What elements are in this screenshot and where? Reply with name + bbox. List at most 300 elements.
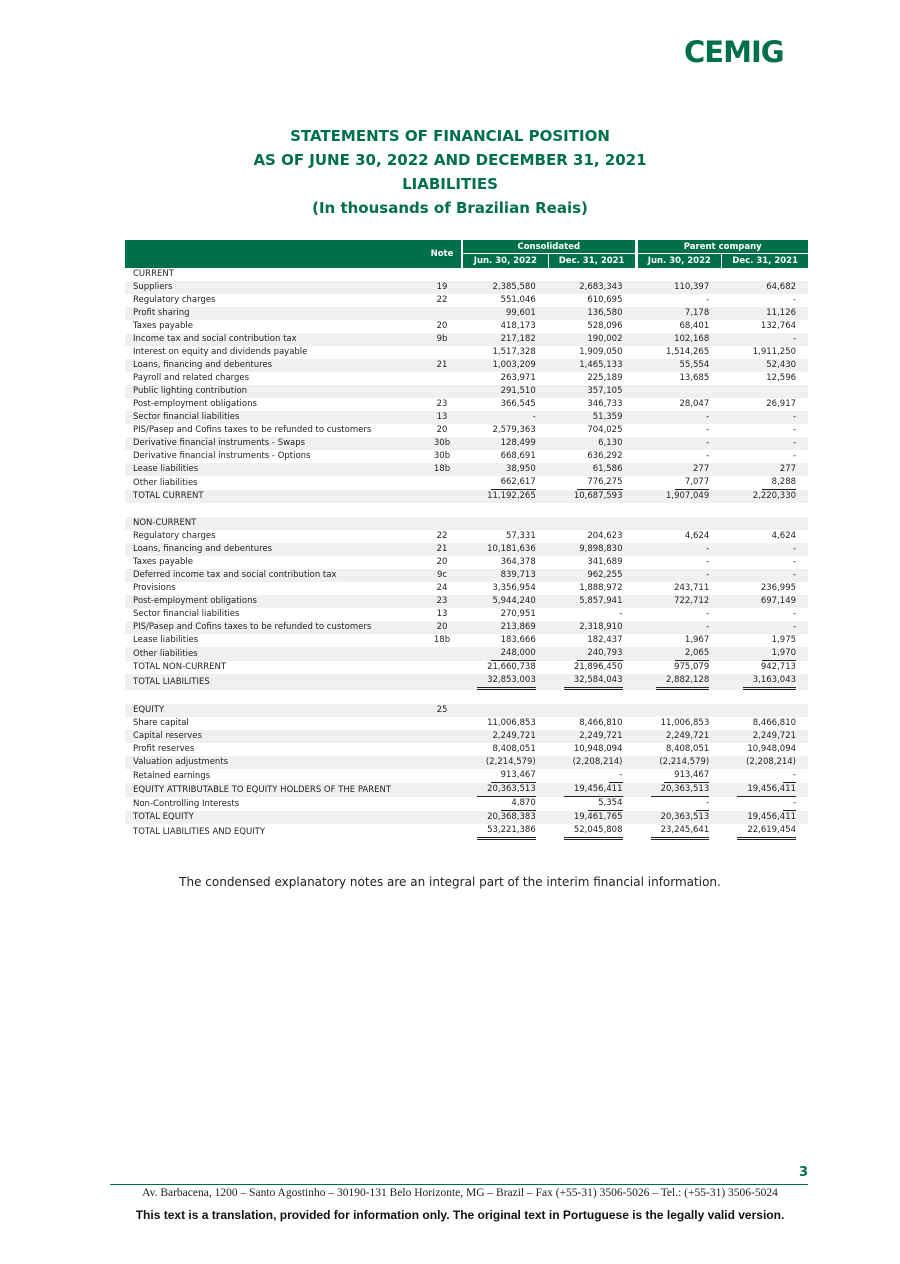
row-value [548, 490, 635, 503]
row-note [423, 690, 461, 704]
value-text: 11,126 [766, 308, 797, 318]
row-value [548, 307, 635, 320]
row-label: Loans, financing and debentures [125, 359, 423, 372]
value-text: 722,712 [674, 596, 710, 606]
row-value [635, 346, 722, 359]
row-value [635, 756, 722, 769]
value-text: 364,378 [500, 557, 536, 567]
value-text: 668,691 [500, 451, 536, 461]
value-text: 263,971 [500, 373, 536, 383]
row-value [635, 530, 722, 543]
row-value [721, 530, 808, 543]
value-text: (2,208,214) [746, 757, 797, 767]
value-text: 610,695 [587, 295, 623, 305]
value-text: (2,208,214) [572, 757, 623, 767]
row-value [461, 608, 548, 621]
row-value [548, 756, 635, 769]
row-label: PIS/Pasep and Cofins taxes to be refunded to customers [133, 425, 372, 435]
row-value [548, 372, 635, 385]
table-row [125, 824, 808, 840]
row-value [721, 437, 808, 450]
row-value [721, 569, 808, 582]
explanatory-note: The condensed explanatory notes are an integral part of the interim financial information. [179, 875, 721, 889]
row-note: 20 [436, 321, 448, 331]
period-header: Dec. 31, 2021 [721, 254, 808, 268]
value-text: 277 [779, 464, 797, 474]
row-label: Lease liabilities [133, 635, 199, 645]
row-value [548, 503, 635, 517]
table-row [125, 359, 808, 372]
row-value [635, 595, 722, 608]
value-text: (2,214,579) [485, 757, 536, 767]
row-value [461, 730, 548, 743]
row-value [635, 674, 722, 690]
row-value [461, 661, 548, 674]
row-note: 13 [436, 609, 448, 619]
value-text: - [783, 797, 796, 811]
table-header [125, 240, 808, 268]
value-text: 2,318,910 [579, 622, 623, 632]
row-value [635, 450, 722, 463]
row-note: 20 [436, 425, 448, 435]
row-note [423, 674, 461, 690]
row-value [461, 674, 548, 690]
footer-divider [110, 1184, 808, 1185]
row-note [423, 661, 461, 674]
row-value [461, 268, 548, 281]
value-text: 22,619,454 [737, 824, 796, 840]
row-value [721, 398, 808, 411]
value-text: 55,554 [679, 360, 710, 370]
row-label: Sector financial liabilities [133, 609, 240, 619]
row-note: 30b [423, 437, 461, 450]
value-text: 19,461,765 [573, 812, 623, 822]
value-text: 128,499 [500, 438, 536, 448]
row-value [548, 359, 635, 372]
value-text: 2,249,721 [579, 731, 623, 741]
row-label: Loans, financing and debentures [125, 543, 423, 556]
value-text: 53,221,386 [477, 824, 536, 840]
row-value [721, 674, 808, 690]
value-text: - [706, 451, 710, 461]
value-text: 4,624 [771, 531, 797, 541]
value-text: 11,006,853 [660, 718, 710, 728]
row-value [461, 530, 548, 543]
table-row [125, 398, 808, 411]
value-text: 291,510 [500, 386, 536, 396]
value-text: 32,584,043 [564, 674, 623, 690]
row-value [461, 517, 548, 530]
row-label: Profit sharing [125, 307, 423, 320]
value-text: 1,970 [762, 647, 796, 661]
value-text: - [696, 797, 709, 811]
row-value [635, 424, 722, 437]
row-note [423, 307, 461, 320]
row-value [548, 582, 635, 595]
row-note [423, 783, 461, 797]
value-text: 839,713 [500, 570, 536, 580]
row-note: 21 [423, 543, 461, 556]
row-note: 9c [423, 569, 461, 582]
value-text: - [792, 412, 797, 422]
value-text: - [783, 769, 796, 783]
row-label [125, 503, 423, 517]
row-note: 23 [423, 595, 461, 608]
value-text: 1,465,133 [579, 360, 623, 370]
row-value [461, 333, 548, 346]
value-text: 102,168 [674, 334, 710, 344]
value-text: (2,214,579) [659, 757, 710, 767]
value-text: 346,733 [587, 399, 623, 409]
row-value [548, 424, 635, 437]
row-label: NON-CURRENT [125, 517, 423, 530]
row-label: Post-employment obligations [133, 399, 257, 409]
table-row [125, 503, 808, 517]
row-value [635, 582, 722, 595]
row-value [461, 811, 548, 824]
row-value [548, 569, 635, 582]
value-text: 357,105 [587, 386, 623, 396]
table-row [125, 543, 808, 556]
value-text: 10,181,636 [487, 544, 536, 554]
table-row [125, 517, 808, 530]
row-label: TOTAL EQUITY [125, 811, 423, 824]
row-value [721, 450, 808, 463]
value-text: 57,331 [506, 531, 536, 541]
row-label: Regulatory charges [133, 295, 216, 305]
row-label: TOTAL LIABILITIES AND EQUITY [133, 826, 266, 837]
table-row [125, 476, 808, 490]
row-label: Non-Controlling Interests [133, 798, 240, 809]
value-text: - [792, 425, 797, 435]
row-label: Derivative financial instruments - Options [133, 451, 311, 461]
row-value [635, 476, 722, 490]
value-text: 2,249,721 [752, 731, 797, 741]
row-value [721, 411, 808, 424]
value-text: 776,275 [577, 476, 622, 490]
table-row [125, 783, 808, 797]
value-text: 3,163,043 [743, 674, 796, 690]
row-value [461, 717, 548, 730]
value-text: 136,580 [587, 308, 623, 318]
row-value [461, 450, 548, 463]
row-note: 23 [436, 399, 448, 409]
row-value [461, 824, 548, 840]
value-text: 204,623 [587, 531, 623, 541]
table-row [125, 294, 808, 307]
statement-titles [0, 124, 900, 220]
row-value [721, 582, 808, 595]
value-text: 8,288 [762, 476, 796, 490]
row-value [635, 811, 722, 824]
row-value [548, 333, 635, 346]
value-text: 8,408,051 [492, 744, 536, 754]
row-value [721, 490, 808, 503]
value-text: 68,401 [679, 321, 710, 331]
value-text: 1,517,328 [492, 347, 536, 357]
row-value [721, 769, 808, 783]
value-text: 236,995 [760, 583, 797, 593]
value-text: 19,456,411 [737, 783, 796, 797]
table-row [125, 704, 808, 717]
row-value [635, 569, 722, 582]
value-text: 1,975 [771, 635, 797, 645]
row-note [423, 503, 461, 517]
table-row [125, 268, 808, 281]
value-text: 19,456,411 [747, 812, 797, 822]
row-value [721, 647, 808, 661]
row-note: 18b [423, 463, 461, 476]
value-text: 1,514,265 [665, 347, 710, 357]
value-text: 662,617 [491, 476, 536, 490]
row-value [635, 437, 722, 450]
row-value [461, 411, 548, 424]
value-text: - [706, 609, 710, 619]
row-value [548, 824, 635, 840]
row-label: Deferred income tax and social contribution tax [125, 569, 423, 582]
table-row [125, 811, 808, 824]
table-row [125, 595, 808, 608]
row-value [461, 797, 548, 811]
table-row [125, 307, 808, 320]
table-row [125, 530, 808, 543]
value-text: 9,898,830 [579, 544, 623, 554]
row-value [721, 359, 808, 372]
row-value [721, 608, 808, 621]
row-value [721, 281, 808, 294]
row-value [635, 398, 722, 411]
row-value [721, 424, 808, 437]
title-line-3: LIABILITIES [402, 175, 498, 193]
row-label: Profit reserves [133, 744, 195, 754]
row-value [721, 717, 808, 730]
row-value [721, 704, 808, 717]
table-row [125, 797, 808, 811]
row-value [548, 398, 635, 411]
parent-company-group-header: Parent company [635, 240, 809, 254]
value-text: - [619, 609, 623, 619]
value-text: 183,666 [500, 635, 536, 645]
table-row [125, 756, 808, 769]
row-value [461, 690, 548, 704]
value-text: 2,882,128 [656, 674, 709, 690]
table-row [125, 569, 808, 582]
table-body [125, 268, 808, 840]
row-label: Lease liabilities [125, 463, 423, 476]
value-text: 12,596 [766, 373, 797, 383]
table-row [125, 717, 808, 730]
value-text: 10,687,593 [573, 491, 623, 501]
title-line-1: STATEMENTS OF FINANCIAL POSITION [290, 127, 610, 145]
row-note: 21 [423, 359, 461, 372]
row-value [721, 372, 808, 385]
value-text: - [706, 438, 710, 448]
value-text: 551,046 [500, 295, 536, 305]
value-text: 1,911,250 [752, 347, 797, 357]
row-value [461, 281, 548, 294]
row-value [721, 307, 808, 320]
row-value [721, 476, 808, 490]
row-value [548, 543, 635, 556]
page-number: 3 [798, 1165, 808, 1180]
table-row [125, 608, 808, 621]
table-row [125, 385, 808, 398]
value-text: 240,793 [577, 647, 622, 661]
row-label: Post-employment obligations [125, 595, 423, 608]
row-label: EQUITY [125, 704, 423, 717]
value-text: 38,950 [506, 464, 536, 474]
row-value [721, 320, 808, 333]
row-value [635, 730, 722, 743]
value-text: 110,397 [674, 282, 710, 292]
row-value [548, 769, 635, 783]
value-text: 3,356,954 [492, 583, 536, 593]
row-note: 19 [423, 281, 461, 294]
footer-address: Av. Barbacena, 1200 – Santo Agostinho – 30190-131 Belo Horizonte, MG – Brazil – Fax (+55-31) 3506-5026 – Tel.: (+55-31) 3506-5024 [142, 1187, 778, 1199]
value-text: 7,178 [684, 308, 710, 318]
row-value [548, 294, 635, 307]
note-column-header: Note [423, 240, 461, 268]
row-value [548, 530, 635, 543]
row-label: EQUITY ATTRIBUTABLE TO EQUITY HOLDERS OF THE PARENT [125, 783, 423, 797]
value-text: 5,857,941 [579, 596, 623, 606]
table-row [125, 463, 808, 476]
row-value [721, 743, 808, 756]
table-row [125, 743, 808, 756]
row-note [423, 268, 461, 281]
row-label: Valuation adjustments [125, 756, 423, 769]
value-text: 28,047 [679, 399, 710, 409]
row-note: 20 [436, 557, 448, 567]
value-text: 2,579,363 [492, 425, 536, 435]
table-row [125, 437, 808, 450]
row-value [635, 333, 722, 346]
row-value [635, 783, 722, 797]
table-row [125, 490, 808, 503]
row-label: Share capital [133, 718, 189, 728]
value-text: 248,000 [491, 647, 536, 661]
row-value [461, 569, 548, 582]
row-value [548, 450, 635, 463]
row-label: Sector financial liabilities [125, 411, 423, 424]
consolidated-group-header: Consolidated [461, 240, 635, 254]
value-text: 913,467 [491, 769, 536, 783]
row-value [721, 294, 808, 307]
table-row [125, 346, 808, 359]
value-text: - [792, 438, 797, 448]
table-row [125, 411, 808, 424]
value-text: 4,624 [684, 531, 710, 541]
value-text: - [792, 544, 797, 554]
title-line-4: (In thousands of Brazilian Reais) [312, 199, 588, 217]
row-value [721, 595, 808, 608]
row-value [548, 661, 635, 674]
row-value [635, 490, 722, 503]
value-text: 8,466,810 [752, 718, 797, 728]
row-label: Provisions [133, 583, 176, 593]
value-text: 2,249,721 [492, 731, 536, 741]
value-text: 8,408,051 [665, 744, 710, 754]
table-row [125, 647, 808, 661]
row-note [423, 372, 461, 385]
value-text: - [792, 570, 797, 580]
row-value [721, 811, 808, 824]
row-label: Public lighting contribution [125, 385, 423, 398]
value-text: 2,683,343 [579, 282, 623, 292]
row-value [548, 797, 635, 811]
row-value [548, 704, 635, 717]
value-text: 190,002 [587, 334, 623, 344]
row-value [721, 783, 808, 797]
row-value [548, 783, 635, 797]
row-value [461, 346, 548, 359]
row-value [548, 411, 635, 424]
row-value [635, 372, 722, 385]
row-value [461, 437, 548, 450]
row-value [548, 385, 635, 398]
value-text: 243,711 [674, 583, 710, 593]
row-label: Regulatory charges [133, 531, 216, 541]
row-value [548, 517, 635, 530]
row-label: Suppliers [125, 281, 423, 294]
value-text: 26,917 [766, 399, 797, 409]
row-value [461, 359, 548, 372]
value-text: 52,045,808 [564, 824, 623, 840]
row-value [635, 743, 722, 756]
row-note: 18b [433, 635, 451, 645]
row-note [423, 769, 461, 783]
row-note [423, 647, 461, 661]
row-value [548, 690, 635, 704]
row-label: Taxes payable [133, 557, 193, 567]
row-value [548, 647, 635, 661]
row-note [423, 756, 461, 769]
value-text: 1,888,972 [579, 583, 623, 593]
value-text: - [792, 622, 797, 632]
row-note: 22 [436, 531, 448, 541]
row-value [635, 411, 722, 424]
row-label: Income tax and social contribution tax [125, 333, 423, 346]
row-value [548, 437, 635, 450]
row-value [721, 333, 808, 346]
translation-disclaimer: This text is a translation, provided for information only. The original text in Portuguese is the legally valid version. [135, 1208, 785, 1222]
row-note [423, 824, 461, 840]
value-text: - [792, 609, 797, 619]
value-text: 366,545 [500, 399, 536, 409]
row-value [461, 503, 548, 517]
value-text: 277 [693, 464, 710, 474]
row-value [721, 661, 808, 674]
row-value [548, 743, 635, 756]
row-value [635, 281, 722, 294]
table-row [125, 372, 808, 385]
value-text: 636,292 [587, 451, 623, 461]
value-text: 418,173 [500, 321, 536, 331]
row-label: TOTAL CURRENT [125, 490, 423, 503]
value-text: 4,870 [501, 797, 535, 811]
value-text: 8,466,810 [579, 718, 623, 728]
row-value [548, 674, 635, 690]
value-text: - [706, 425, 710, 435]
row-value [635, 704, 722, 717]
value-text: 13,685 [679, 373, 710, 383]
table-row [125, 424, 808, 437]
row-value [461, 543, 548, 556]
row-value [635, 463, 722, 476]
row-value [635, 543, 722, 556]
row-value [721, 385, 808, 398]
row-value [548, 717, 635, 730]
